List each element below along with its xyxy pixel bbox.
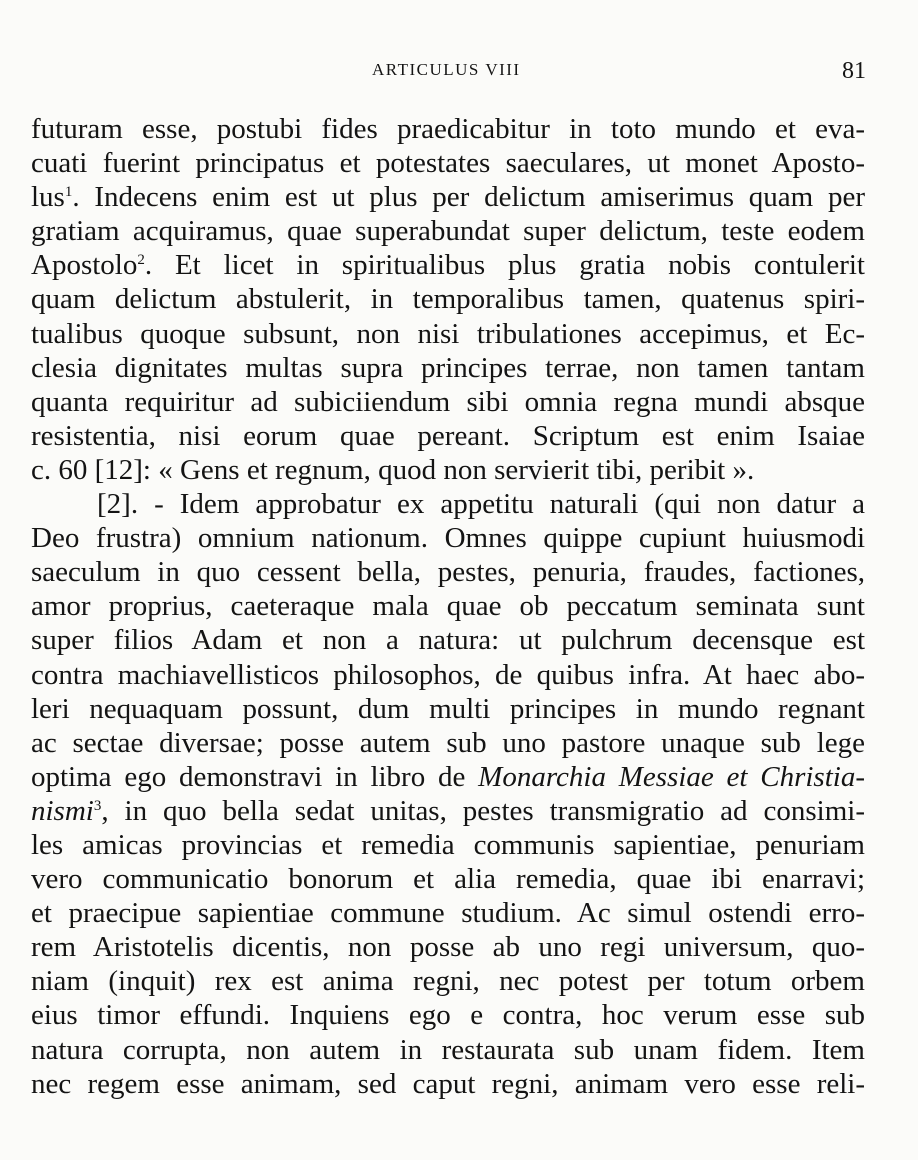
running-title: ARTICULUS VIII	[372, 60, 521, 79]
text-line: optima ego demonstravi in libro de Monarchia Messiae et Christia-	[31, 760, 865, 793]
text-line: super filios Adam et non a natura: ut pulchrum decensque est	[31, 624, 865, 657]
text-line: leri nequaquam possunt, dum multi principes in mundo regnant	[31, 692, 865, 725]
footnote-ref: 2	[137, 252, 145, 269]
text-line: amor proprius, caeteraque mala quae ob peccatum seminata sunt	[31, 590, 865, 623]
running-head	[0, 56, 918, 86]
text-line: gratiam acquiramus, quae superabundat super delictum, teste eodem	[31, 215, 865, 248]
text-line: niam (inquit) rex est anima regni, nec potest per totum orbem	[31, 965, 865, 998]
text-line: vero communicatio bonorum et alia remedia, quae ibi enarravi;	[31, 863, 865, 896]
text-line: natura corrupta, non autem in restaurata sub unam fidem. Item	[31, 1033, 865, 1066]
body-text	[31, 112, 865, 1101]
footnote-ref: 3	[93, 797, 102, 814]
text-line: tualibus quoque subsunt, non nisi tribulationes accepimus, et Ec-	[31, 317, 865, 350]
book-title: nismi	[31, 794, 94, 827]
text-line: Deo frustra) omnium nationum. Omnes quippe cupiunt huiusmodi	[31, 522, 865, 555]
text-line: nismi$^3$, in quo bella sedat unitas, pestes transmigratio ad consimi-	[31, 794, 865, 827]
text-line: cuati fuerint principatus et potestates saeculares, ut monet Aposto-	[31, 147, 865, 180]
text-line: et praecipue sapientiae commune studium. Ac simul ostendi erro-	[31, 897, 865, 930]
text-line: clesia dignitates multas supra principes terrae, non tamen tantam	[31, 351, 865, 384]
text-line: lus$^1$. Indecens enim est ut plus per delictum amiserimus quam per	[31, 181, 865, 214]
footnote-ref: 1	[64, 184, 73, 201]
text-line: saeculum in quo cessent bella, pestes, penuria, fraudes, factiones,	[31, 556, 865, 589]
text-line: quam delictum abstulerit, in temporalibus tamen, quatenus spiri-	[31, 283, 865, 316]
text-line: eius timor effundi. Inquiens ego e contra, hoc verum esse sub	[31, 999, 865, 1032]
text-line: c. 60 [12]: « Gens et regnum, quod non servierit tibi, peribit ».	[31, 453, 755, 486]
text-line: ac sectae diversae; posse autem sub uno pastore unaque sub lege	[31, 726, 865, 759]
paragraph-start-line: [2]. - Idem approbatur ex appetitu naturali (qui non datur a	[97, 488, 865, 521]
book-title: Monarchia Messiae et Christia-	[478, 760, 865, 793]
page-number: 81	[842, 58, 866, 84]
text-line: les amicas provincias et remedia communis sapientiae, penuriam	[31, 828, 865, 861]
text-line: contra machiavellisticos philosophos, de quibus infra. At haec abo-	[31, 658, 865, 691]
text-line: futuram esse, postubi fides praedicabitur in toto mundo et eva-	[31, 113, 865, 145]
text-line: Apostolo$^2$. Et licet in spiritualibus plus gratia nobis contulerit	[31, 249, 865, 282]
text-line: quanta requiritur ad subiciiendum sibi omnia regna mundi absque	[31, 385, 865, 418]
text-line: resistentia, nisi eorum quae pereant. Scriptum est enim Isaiae	[31, 419, 865, 452]
text-line: rem Aristotelis dicentis, non posse ab uno regi universum, quo-	[31, 931, 865, 964]
text-line: nec regem esse animam, sed caput regni, animam vero esse reli-	[31, 1067, 865, 1100]
